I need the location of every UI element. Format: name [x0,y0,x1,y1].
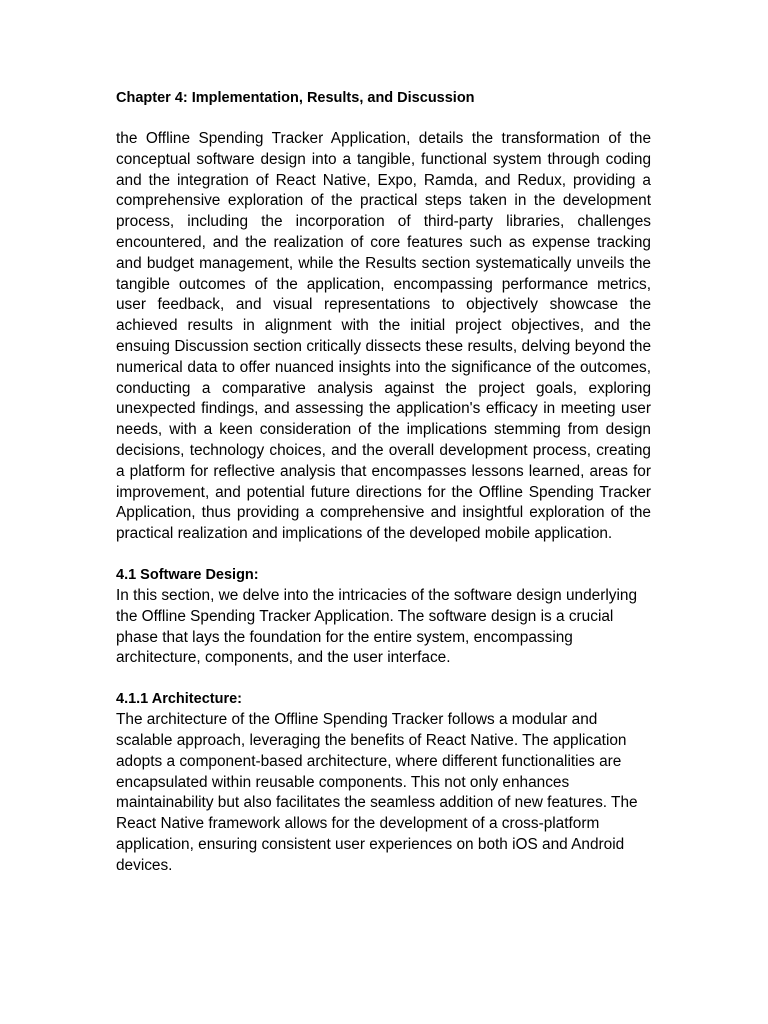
section-heading: 4.1.1 Architecture: [116,691,242,708]
section-software-design [116,565,651,669]
document-page [116,88,651,897]
section-body: The architecture of the Offline Spending Tracker follows a modular and scalable approach, leveraging the benefits of React Native. The application adopts a component-based architecture, where different functionalities are encapsulated within reusable components. This not only enhances maintainability but also facilitates the seamless addition of new features. The React Native framework allows for the development of a cross-platform application, ensuring consistent user experiences on both iOS and Android devices. [116,711,638,874]
section-heading: 4.1 Software Design: [116,566,259,583]
intro-paragraph: the Offline Spending Tracker Application, details the transformation of the conceptual software design into a tangible, functional system through coding and the integration of React Native, Expo, Ramda, and Redux, providing a comprehensive exploration of the practical steps taken in the development process, including the incorporation of third-party libraries, challenges encountered, and the realization of core features such as expense tracking and budget management, while the Results section systematically unveils the tangible outcomes of the application, encompassing performance metrics, user feedback, and visual representations to objectively showcase the achieved results in alignment with the initial project objectives, and the ensuing Discussion section critically dissects these results, delving beyond the numerical data to offer nuanced insights into the significance of the outcomes, conducting a comparative analysis against the project goals, exploring unexpected findings, and assessing the application's efficacy in meeting user needs, with a keen consideration of the implications stemming from design decisions, technology choices, and the overall development process, creating a platform for reflective analysis that encompasses lessons learned, areas for improvement, and potential future directions for the Offline Spending Tracker Application, thus providing a comprehensive and insightful exploration of the practical realization and implications of the developed mobile application. [116,130,651,543]
section-architecture [116,689,651,876]
section-body: In this section, we delve into the intricacies of the software design underlying the Offline Spending Tracker Application. The software design is a crucial phase that lays the foundation for the entire system, encompassing architecture, components, and the user interface. [116,586,638,667]
chapter-title: Chapter 4: Implementation, Results, and Discussion [116,90,475,106]
